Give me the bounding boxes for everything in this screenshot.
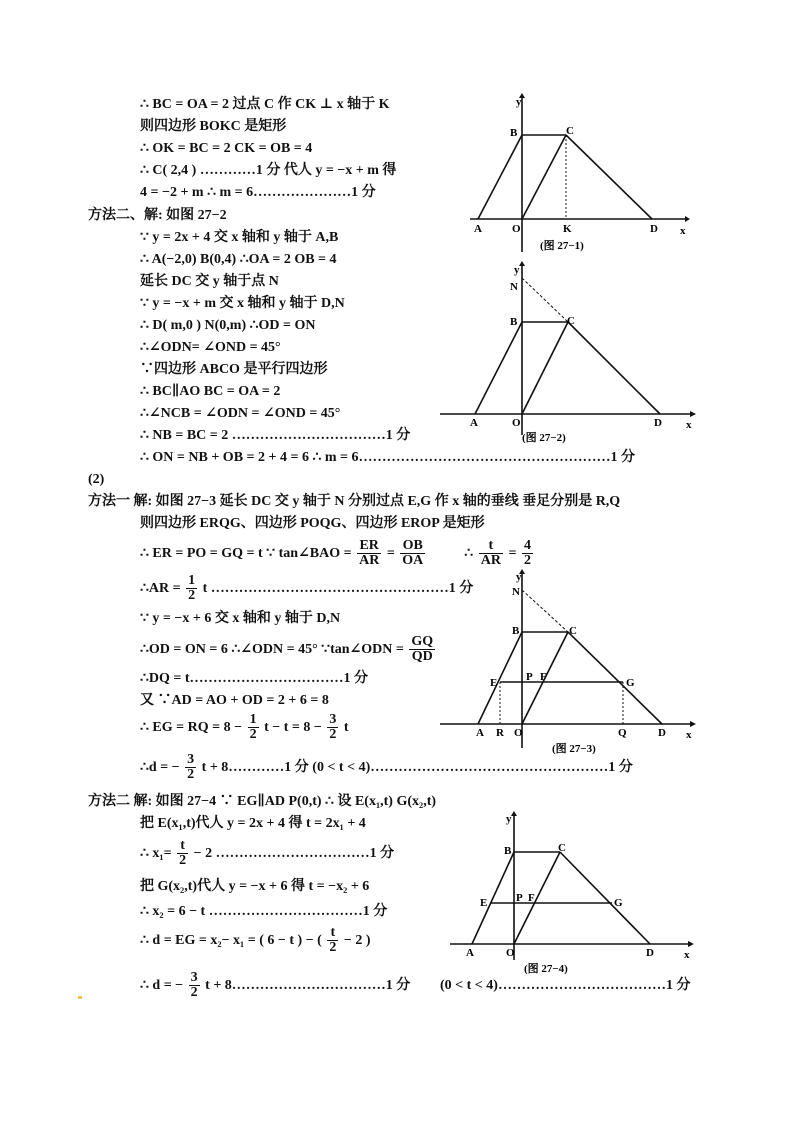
solution-line: ∴ D( m,0 ) N(0,m) ∴OD = ON (140, 318, 316, 333)
solution-line: ∴ C( 2,4 ) …………1 分 代人 y = −x + m 得 (140, 163, 397, 178)
solution-line (140, 634, 437, 666)
segment-cd (568, 322, 660, 414)
text: − 2 ……………………………1 分 (193, 846, 395, 861)
fraction (177, 839, 188, 868)
solution-line: 把 G(x₂,t)代人 y = −x + 6 得 t = −x₂ + 6 (140, 879, 370, 894)
fraction (327, 926, 338, 955)
label-g: G (626, 677, 635, 689)
label-b: B (504, 845, 512, 857)
label-x: x (686, 419, 692, 431)
solution-line: 则四边形 ERQG、四边形 POQG、四边形 EROP 是矩形 (140, 516, 485, 531)
figure-caption: (图 27−4) (524, 963, 568, 975)
label-o: O (512, 417, 521, 429)
solution-line: ∴∠ODN= ∠OND = 45° (140, 340, 281, 355)
fraction (186, 574, 197, 603)
text: ∴ d = EG = x₂− x₁ = ( 6 − t ) − ( (140, 933, 322, 948)
numerator: 1 (188, 573, 196, 589)
numerator: ER (357, 539, 381, 554)
method-heading: 方法一 解: 如图 27−3 延长 DC 交 y 轴于 N 分别过点 E,G 作 x 轴的垂线 垂足分别是 R,Q (88, 494, 621, 509)
text: ∴ EG = RQ = 8 − (140, 720, 243, 735)
segment-ab (475, 322, 522, 414)
denominator: 2 (190, 985, 198, 1001)
x-arrow-icon (690, 721, 696, 727)
label-b: B (510, 316, 518, 328)
label-d: D (654, 417, 662, 429)
solution-line: 又 ∵AD = AO + OD = 2 + 6 = 8 (140, 693, 329, 708)
fraction (522, 539, 533, 568)
label-e: E (480, 897, 488, 909)
x-arrow-icon (690, 411, 696, 417)
solution-line: 把 E(x₁,t)代人 y = 2x + 4 得 t = 2x₁ + 4 (140, 816, 366, 831)
segment-ab (472, 852, 514, 944)
text: t + 8……………………………1 分 (205, 978, 411, 993)
label-o: O (512, 223, 521, 235)
fraction (185, 753, 196, 782)
label-c: C (567, 315, 575, 327)
label-o: O (506, 947, 515, 959)
solution-line: ∴ NB = BC = 2 ……………………………1 分 (140, 428, 411, 443)
label-f: F (540, 671, 547, 683)
label-p: P (526, 671, 533, 683)
label-e: E (490, 677, 498, 689)
label-b: B (512, 625, 520, 637)
denominator: 2 (179, 853, 187, 869)
denominator: 2 (523, 553, 531, 569)
y-arrow-icon (511, 811, 517, 816)
denominator: AR (359, 553, 380, 569)
label-k: K (563, 223, 572, 235)
method-heading: 方法二、解: 如图 27−2 (88, 208, 227, 223)
label-r: R (496, 727, 504, 739)
segment-cd (568, 632, 662, 724)
text: ∴OD = ON = 6 ∴∠ODN = 45° ∵tan∠ODN = (140, 642, 404, 657)
label-n: N (510, 281, 518, 293)
label-y: y (514, 264, 520, 276)
solution-line: ∵四边形 ABCO 是平行四边形 (140, 362, 328, 377)
solution-line: ∵ y = −x + 6 交 x 轴和 y 轴于 D,N (140, 611, 341, 626)
segment-ab (478, 135, 522, 219)
solution-line: ∴ x₂ = 6 − t ……………………………1 分 (140, 904, 388, 919)
label-c: C (558, 842, 566, 854)
numerator: 3 (329, 712, 337, 728)
numerator: OB (400, 539, 425, 554)
segment-oc (522, 322, 568, 414)
x-arrow-icon (688, 941, 694, 947)
segment-oc (522, 135, 566, 219)
numerator: 4 (523, 538, 531, 554)
figure-27-3 (440, 568, 700, 758)
label-p: P (516, 892, 523, 904)
fraction (409, 635, 435, 664)
numerator: t (327, 926, 338, 941)
figure-caption: (图 27−1) (540, 240, 584, 252)
label-f: F (528, 892, 535, 904)
solution-line: ∴DQ = t……………………………1 分 (140, 671, 369, 686)
label-b: B (510, 127, 518, 139)
text: = (508, 546, 517, 561)
figure-27-4 (450, 810, 700, 985)
solution-line: ∵ y = 2x + 4 交 x 轴和 y 轴于 A,B (140, 230, 339, 245)
solution-line: ∵ y = −x + m 交 x 轴和 y 轴于 D,N (140, 296, 345, 311)
numerator: 3 (190, 970, 198, 986)
solution-line: 延长 DC 交 y 轴于点 N (140, 274, 279, 289)
denominator: QD (411, 649, 433, 665)
label-g: G (614, 897, 623, 909)
figure-27-2 (440, 260, 700, 445)
solution-line (140, 838, 394, 870)
stray-mark (78, 996, 82, 999)
denominator: 2 (249, 727, 257, 743)
solution-line: 则四边形 BOKC 是矩形 (140, 119, 287, 134)
numerator: t (479, 539, 503, 554)
fraction (189, 971, 200, 1000)
solution-line: ∴ OK = BC = 2 CK = OB = 4 (140, 141, 313, 156)
part-label: (2) (88, 472, 105, 487)
denominator: 2 (329, 727, 337, 743)
solution-line: ∴ BC∥AO BC = OA = 2 (140, 384, 281, 399)
label-a: A (474, 223, 482, 235)
label-a: A (470, 417, 478, 429)
text: = (386, 546, 395, 561)
solution-line (140, 925, 370, 957)
label-q: Q (618, 727, 627, 739)
denominator: 2 (329, 940, 337, 956)
fraction (400, 539, 425, 568)
segment-cd (566, 135, 652, 219)
label-y: y (516, 571, 522, 583)
label-y: y (506, 813, 512, 825)
fraction (327, 713, 338, 742)
text: ∴ (464, 546, 474, 561)
denominator: OA (402, 553, 424, 569)
label-y: y (516, 96, 522, 108)
solution-line (140, 574, 473, 604)
figure-caption: (图 27−3) (552, 743, 596, 755)
label-x: x (686, 729, 692, 741)
method-heading: 方法二 解: 如图 27−4 ∵ EG∥AD P(0,t) ∴ 设 E(x₁,t) G(x₂,t) (88, 794, 437, 809)
y-arrow-icon (519, 261, 525, 266)
range-score: (0 < t < 4)………………………………1 分 (440, 978, 691, 993)
label-x: x (684, 949, 690, 961)
label-d: D (650, 223, 658, 235)
text: t ……………………………………………1 分 (202, 581, 474, 596)
label-a: A (466, 947, 474, 959)
segment-nc (522, 590, 568, 632)
label-o: O (514, 727, 523, 739)
text: t − t = 8 − (264, 720, 322, 735)
text: ∴ x₁= (140, 846, 172, 861)
x-arrow-icon (685, 216, 690, 222)
denominator: 2 (187, 767, 195, 783)
label-x: x (680, 225, 686, 237)
numerator: 1 (249, 712, 257, 728)
fraction (479, 539, 503, 568)
solution-line: ∴ ON = NB + OB = 2 + 4 = 6 ∴ m = 6………………………………………………1 分 (140, 450, 636, 465)
solution-line: 4 = −2 + m ∴ m = 6…………………1 分 (140, 185, 376, 200)
text: ∴d = − (140, 760, 180, 775)
text: − 2 ) (343, 933, 371, 948)
label-d: D (646, 947, 654, 959)
solution-line: ∴ BC = OA = 2 过点 C 作 CK ⊥ x 轴于 K (140, 97, 390, 112)
denominator: AR (480, 553, 501, 569)
text: ∴ ER = PO = GQ = t ∵ tan∠BAO = (140, 546, 352, 561)
text: ∴ d = − (140, 978, 184, 993)
numerator: 3 (187, 752, 195, 768)
solution-line (140, 970, 410, 1002)
segment-cd (560, 852, 650, 944)
label-c: C (569, 625, 577, 637)
solution-line-tan (140, 538, 535, 570)
numerator: t (177, 839, 188, 854)
label-c: C (566, 125, 574, 137)
segment-nc (522, 278, 568, 322)
text: ∴AR = (140, 581, 181, 596)
denominator: 2 (188, 588, 196, 604)
solution-line: ∴∠NCB = ∠ODN = ∠OND = 45° (140, 406, 341, 421)
fraction (357, 539, 381, 568)
figure-27-1 (470, 92, 690, 257)
solution-line (140, 712, 349, 744)
text: t + 8…………1 分 (0 < t < 4)……………………………………………1 分 (201, 760, 633, 775)
numerator: GQ (411, 634, 434, 650)
text: t (343, 720, 349, 735)
fraction (248, 713, 259, 742)
label-d: D (658, 727, 666, 739)
label-n: N (512, 586, 520, 598)
figure-caption: (图 27−2) (522, 432, 566, 444)
solution-line: ∴ A(−2,0) B(0,4) ∴OA = 2 OB = 4 (140, 252, 337, 267)
label-a: A (476, 727, 484, 739)
